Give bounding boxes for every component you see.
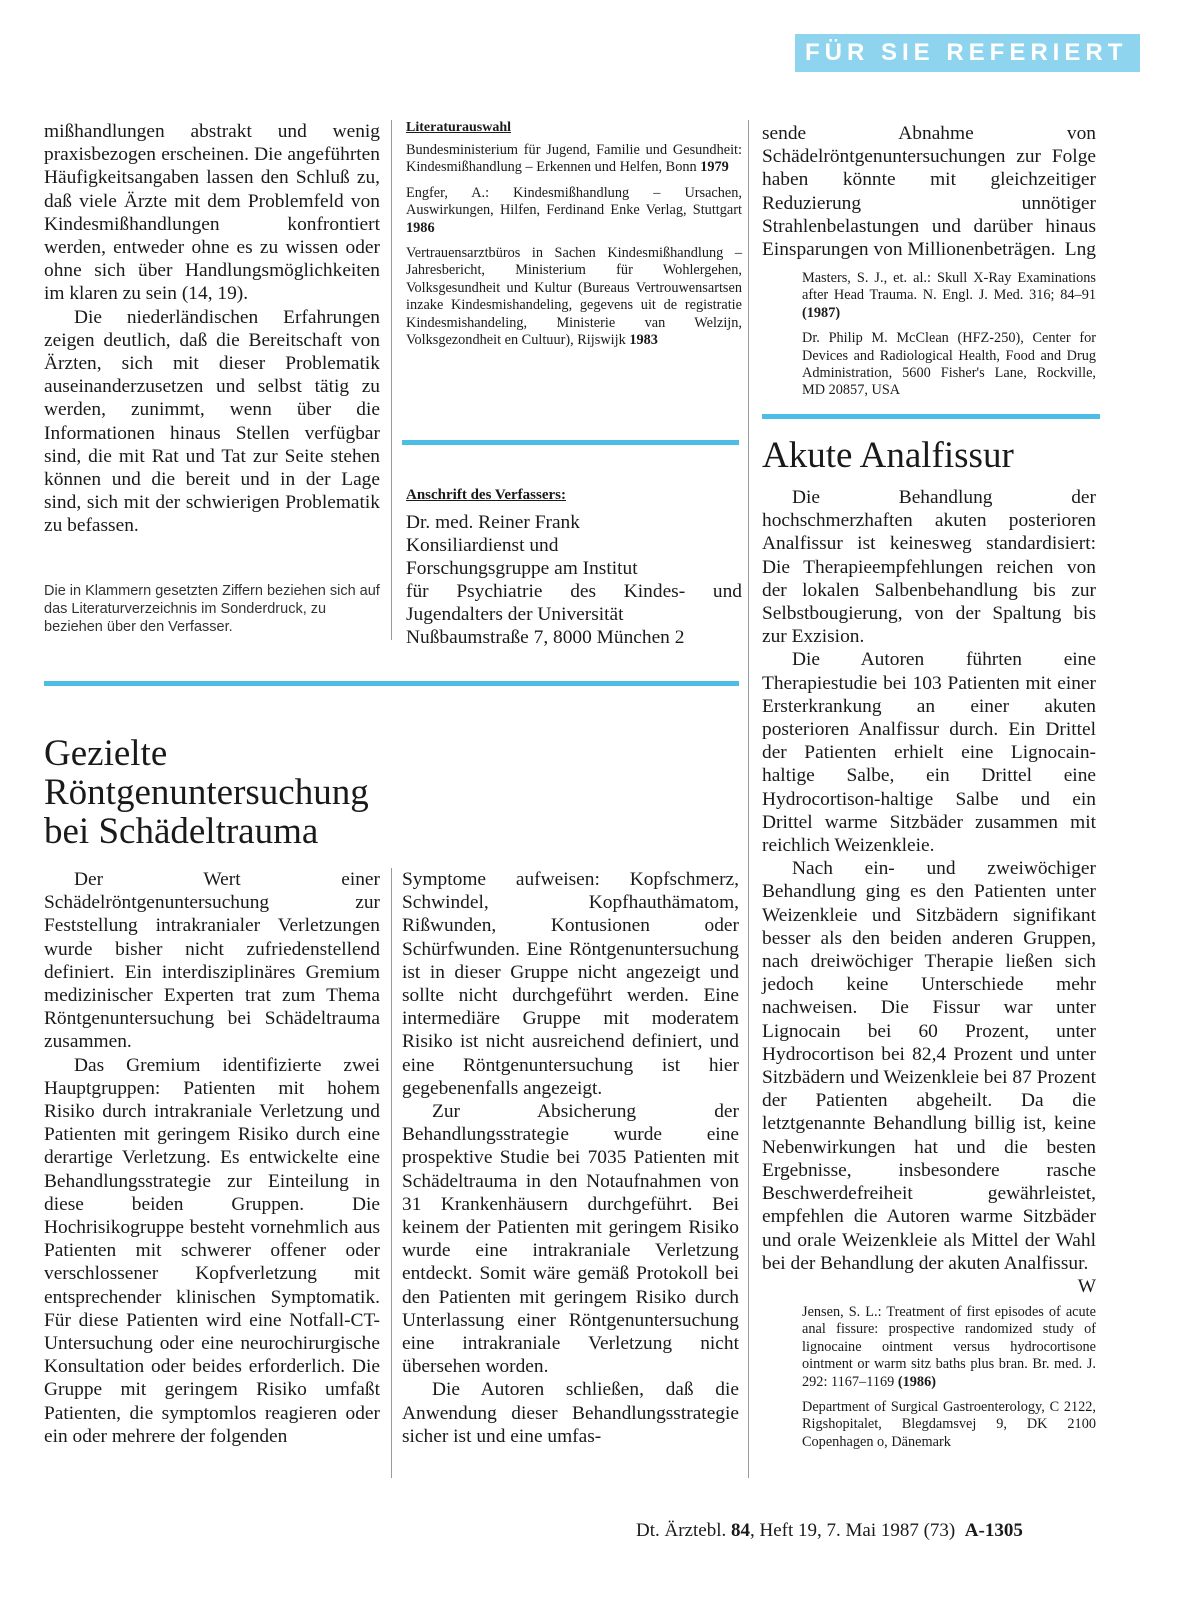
signature: Lng: [1064, 239, 1096, 261]
heading-line: bei Schädeltrauma: [44, 811, 319, 852]
article-heading: [44, 734, 604, 851]
column-divider: [391, 120, 392, 640]
paragraph: Symptome aufweisen: Kopfschmerz, Schwindel, Kopfhauthämatom, Rißwunden, Kontusionen oder Schürfwunden. Eine Röntgenuntersuchung ist in dieser Gruppe nicht angezeigt und sollte nicht durchgeführt werden. Eine intermediäre Gruppe mit moderatem Risiko ist nicht ausreichend definiert, und eine Röntgenuntersuchung ist hier gegebenenfalls angezeigt.: [402, 869, 739, 1099]
paragraph: Die niederländischen Erfahrungen zeigen deutlich, daß die Bereitschaft von Ärzten, sich mit dieser Problematik auseinanderzusetzen und selbst tätig zu werden, zunimmt, wenn über die Informationen hinaus Stellen verfügbar sind, die mit Rat und Tat zur Seite stehen können und die bereit und in der Lage sind, sich mit der schwierigen Problematik zu befassen.: [44, 306, 380, 537]
paragraph: mißhandlungen abstrakt und wenig praxisbezogen erscheinen. Die angeführten Häufigkeitsangaben lassen den Schluß zu, daß viele Ärzte mit dem Problemfeld von Kindesmißhandlungen konfrontiert werden, entweder ohne es zu wissen oder ohne sich über Handlungsmöglichkeiten im klaren zu sein (14, 19).: [44, 121, 380, 305]
accent-rule: [402, 440, 739, 445]
paragraph: Die Autoren schließen, daß die Anwendung dieser Behandlungsstrategie sicher ist und eine umfas-: [402, 1379, 739, 1447]
literature-title: Literaturauswahl: [406, 120, 511, 135]
page-footer: [636, 1520, 1023, 1542]
author-title: Anschrift des Verfassers:: [406, 487, 566, 503]
column-divider: [391, 868, 392, 1478]
address-line: Forschungsgruppe am Institut: [406, 558, 638, 579]
address-line: Nußbaumstraße 7, 8000 München 2: [406, 627, 685, 648]
article-column: [402, 868, 739, 1448]
reference: Dr. Philip M. McClean (HFZ-250), Center for Devices and Radiological Health, Food and Drug Administration, 5600 Fisher's Lane, Rockville, MD 20857, USA: [802, 330, 1096, 399]
address-line: Jugendalters der Universität: [406, 604, 624, 625]
journal-volume: 84: [730, 1520, 750, 1541]
article-references: [802, 1304, 1096, 1459]
reference: Vertrauensarztbüros in Sachen Kindesmißhandlung – Jahresbericht, Ministerium für Wohlergehen, Volksgesundheit und Kultur (Bureaus Vertrouwensartsen inzake Kindesmishandeling, gegevens uit de registratie Kindesmishandeling, Ministerie van Welzijn, Volksgezondheit en Cultuur), Rijswijk 1983: [406, 245, 742, 349]
address-line: für Psychiatrie des Kindes- und: [406, 581, 742, 602]
reference: Jensen, S. L.: Treatment of first episodes of acute anal fissure: prospective randomized study of lignocaine ointment versus hydrocortisone ointment or warm sitz baths plus bran. Br. med. J. 292: 1167–1169 (1986): [802, 1304, 1096, 1390]
heading-line: Röntgenuntersuchung: [44, 772, 369, 813]
col1-continuation: [44, 120, 380, 538]
footnote: Die in Klammern gesetzten Ziffern beziehen sich auf das Literaturverzeichnis im Sonderdruck, zu beziehen über den Verfasser.: [44, 583, 380, 635]
signature: W: [1077, 1275, 1096, 1297]
accent-rule: [762, 414, 1100, 419]
reference: Department of Surgical Gastroenterology, C 2122, Rigshopitalet, Blegdamsvej 9, DK 2100 Copenhagen o, Dänemark: [802, 1399, 1096, 1450]
column-divider: [748, 120, 749, 655]
reference: Bundesministerium für Jugend, Familie und Gesundheit: Kindesmißhandlung – Erkennen und Helfen, Bonn 1979: [406, 142, 742, 176]
article-column: [44, 868, 380, 1448]
reference: Engfer, A.: Kindesmißhandlung – Ursachen, Auswirkungen, Hilfen, Ferdinand Enke Verlag, Stuttgart 1986: [406, 184, 742, 236]
page-number: A-1305: [964, 1520, 1023, 1541]
paragraph: Die Behandlung der hochschmerzhaften akuten posterioren Analfissur ist keinesweg standardisiert: Die Therapieempfehlungen reichen von der lokalen Salbenbehandlung bis zur Selbstbougierung, von der Spaltung bis zur Exzision.: [762, 487, 1096, 648]
reference: Masters, S. J., et. al.: Skull X-Ray Examinations after Head Trauma. N. Engl. J. Med. 316; 84–91 (1987): [802, 270, 1096, 321]
heading-line: Gezielte: [44, 733, 168, 774]
literature-list: [406, 120, 742, 357]
issue-info: , Heft 19, 7. Mai 1987 (73): [749, 1520, 956, 1541]
col3-references: [802, 270, 1096, 408]
col3-continuation: [762, 122, 1096, 261]
paragraph: Die Autoren führten eine Therapiestudie bei 103 Patienten mit einer Ersterkrankung an einer akuten posterioren Analfissur durch. Ein Drittel der Patienten erhielt eine Lignocain-haltige Salbe, ein Drittel eine Hydrocortison-haltige Salbe und ein Drittel warme Sitzbäder zusammen mit reichlich Weizenkleie.: [762, 649, 1096, 857]
address-line: Konsiliardienst und: [406, 535, 559, 556]
author-address: [406, 484, 742, 649]
address-line: Dr. med. Reiner Frank: [406, 512, 580, 533]
paragraph: sende Abnahme von Schädelröntgenuntersuchungen zur Folge haben könnte mit gleichzeitiger Reduzierung unnötiger Strahlenbelastungen und darüber hinaus Einsparungen von Millionenbeträgen. Lng: [762, 123, 1096, 261]
journal-name: Dt. Ärztebl.: [636, 1520, 727, 1541]
accent-rule: [44, 681, 739, 686]
paragraph: Zur Absicherung der Behandlungsstrategie wurde eine prospektive Studie bei 7035 Patienten mit Schädeltrauma in den Notaufnahmen von 31 Krankenhäusern durchgeführt. Bei keinem der Patienten mit geringem Risiko wurde eine intrakraniale Verletzung entdeckt. Somit wäre gemäß Protokoll bei den Patienten mit geringem Risiko durch Unterlassung einer Röntgenuntersuchung eine intrakraniale Verletzung nicht übersehen worden.: [402, 1101, 739, 1378]
column-divider: [748, 655, 749, 1478]
paragraph: Der Wert einer Schädelröntgenuntersuchung zur Feststellung intrakranialer Verletzungen wurde bisher nicht zufriedenstellend definiert. Ein interdisziplinäres Gremium medizinischer Experten trat zum Thema Röntgenuntersuchung bei Schädeltrauma zusammen.: [44, 869, 380, 1053]
paragraph: Das Gremium identifizierte zwei Hauptgruppen: Patienten mit hohem Risiko durch intrakraniale Verletzung und Patienten mit geringem Risiko durch eine derartige Verletzung. Es entwickelte eine Behandlungsstrategie zur Einteilung in diese beiden Gruppen. Die Hochrisikogruppe besteht vornehmlich aus Patienten mit schwerer offener oder verschlossener Kopfverletzung mit entsprechender klinischen Symptomatik. Für diese Patienten wird eine Notfall-CT-Untersuchung oder eine neurochirurgische Konsultation oder beides erforderlich. Die Gruppe mit geringem Risiko umfaßt Patienten, die symptomlos reagieren oder ein oder mehrere der folgenden: [44, 1054, 380, 1447]
section-tag: FÜR SIE REFERIERT: [795, 34, 1140, 72]
paragraph: Nach ein- und zweiwöchiger Behandlung ging es den Patienten unter Weizenkleie und Sitzbädern signifikant besser als den beiden anderen Gruppen, nach dreiwöchiger Therapie ließen sich jedoch keine Unterschiede mehr nachweisen. Die Fissur war unter Lignocain bei 60 Prozent, unter Hydrocortison bei 82,4 Prozent und unter Sitzbädern und Weizenkleie bei 87 Prozent der Patienten abgeheilt. Da die letztgenannte Behandlung billig ist, keine Nebenwirkungen hat und die besten Ergebnisse, insbesondere rasche Beschwerdefreiheit gewährleistet, empfehlen die Autoren warme Sitzbäder und orale Weizenkleie als Mittel der Wahl bei der Behandlung der akuten Analfissur. W: [762, 858, 1096, 1297]
article-heading: Akute Analfissur: [762, 435, 1014, 476]
article-body: [762, 486, 1096, 1298]
